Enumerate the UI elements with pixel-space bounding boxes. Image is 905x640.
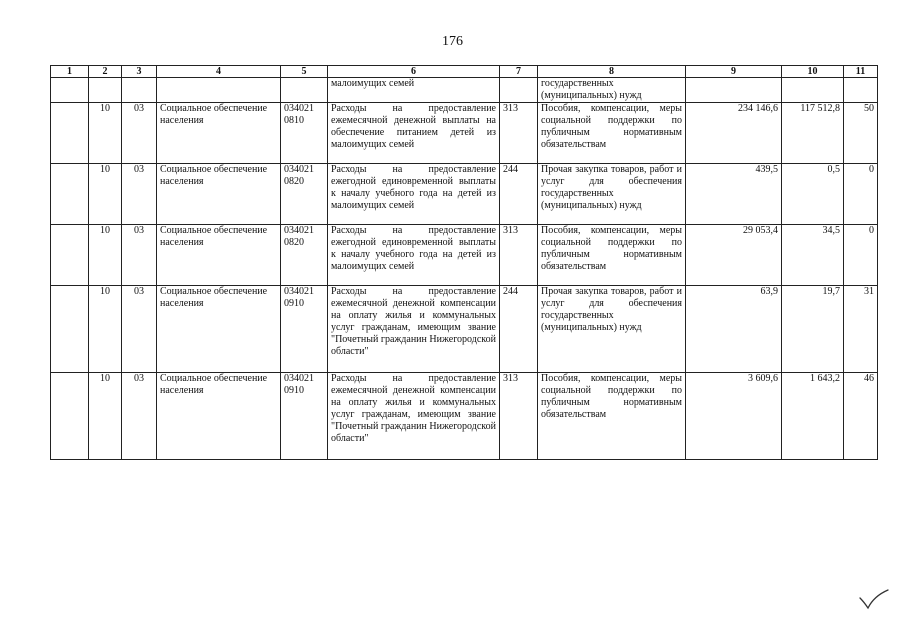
section-code: 10	[89, 373, 122, 460]
cell-col1	[51, 373, 89, 460]
column-header: 3	[122, 66, 157, 78]
column-header: 7	[500, 66, 538, 78]
table-row	[51, 286, 878, 373]
target-article-code: 034021 0810	[281, 103, 328, 164]
column-header: 5	[281, 66, 328, 78]
section-code: 10	[89, 225, 122, 286]
expense-type-name: Пособия, компенсации, меры социальной поддержки по публичным нормативным обязательствам	[538, 373, 686, 460]
section-code: 10	[89, 286, 122, 373]
column-header: 11	[844, 66, 878, 78]
expense-description: Расходы на предоставление ежегодной единовременной выплаты к началу учебного года на детей из малоимущих семей	[328, 225, 500, 286]
planned-amount: 234 146,6	[686, 103, 782, 164]
section-name: Социальное обеспечение населения	[157, 373, 281, 460]
column-header: 10	[782, 66, 844, 78]
table-row	[51, 373, 878, 460]
expense-type-name: Прочая закупка товаров, работ и услуг для обеспечения государственных (муниципальных) нужд	[538, 164, 686, 225]
target-article-code: 034021 0910	[281, 373, 328, 460]
section-name: Социальное обеспечение населения	[157, 103, 281, 164]
column-header: 2	[89, 66, 122, 78]
expense-type-code: 244	[500, 164, 538, 225]
section-code: 10	[89, 103, 122, 164]
header-row	[51, 66, 878, 78]
expense-type-code: 313	[500, 225, 538, 286]
execution-percent: 46	[844, 373, 878, 460]
expense-type-name: Прочая закупка товаров, работ и услуг для обеспечения государственных (муниципальных) нужд	[538, 286, 686, 373]
continued-expense-description: малоимущих семей	[328, 78, 500, 103]
target-article-code: 034021 0820	[281, 225, 328, 286]
executed-amount: 34,5	[782, 225, 844, 286]
section-name: Социальное обеспечение населения	[157, 286, 281, 373]
planned-amount: 3 609,6	[686, 373, 782, 460]
executed-amount: 0,5	[782, 164, 844, 225]
expense-description: Расходы на предоставление ежегодной единовременной выплаты к началу учебного года на детей из малоимущих семей	[328, 164, 500, 225]
subsection-code: 03	[122, 103, 157, 164]
column-header: 4	[157, 66, 281, 78]
planned-amount: 439,5	[686, 164, 782, 225]
executed-amount: 19,7	[782, 286, 844, 373]
target-article-code: 034021 0820	[281, 164, 328, 225]
subsection-code: 03	[122, 225, 157, 286]
expense-type-name: Пособия, компенсации, меры социальной поддержки по публичным нормативным обязательствам	[538, 225, 686, 286]
cell-col1	[51, 103, 89, 164]
expense-type-code: 313	[500, 373, 538, 460]
continuation-row	[51, 78, 878, 103]
column-header: 1	[51, 66, 89, 78]
cell-col1	[51, 286, 89, 373]
execution-percent: 50	[844, 103, 878, 164]
checkmark-icon	[858, 588, 890, 612]
expense-description: Расходы на предоставление ежемесячной денежной компенсации на оплату жилья и коммунальных услуг гражданам, имеющим звание "Почетный гражданин Нижегородской области"	[328, 286, 500, 373]
table-row	[51, 164, 878, 225]
table-row	[51, 103, 878, 164]
cell-col1	[51, 225, 89, 286]
expense-description: Расходы на предоставление ежемесячной денежной компенсации на оплату жилья и коммунальных услуг гражданам, имеющим звание "Почетный гражданин Нижегородской области"	[328, 373, 500, 460]
subsection-code: 03	[122, 373, 157, 460]
expense-type-name: Пособия, компенсации, меры социальной поддержки по публичным нормативным обязательствам	[538, 103, 686, 164]
table-row	[51, 225, 878, 286]
planned-amount: 29 053,4	[686, 225, 782, 286]
subsection-code: 03	[122, 286, 157, 373]
expense-type-code: 244	[500, 286, 538, 373]
section-name: Социальное обеспечение населения	[157, 225, 281, 286]
expense-type-code: 313	[500, 103, 538, 164]
cell-col1	[51, 164, 89, 225]
execution-percent: 0	[844, 164, 878, 225]
column-header: 6	[328, 66, 500, 78]
execution-percent: 31	[844, 286, 878, 373]
execution-percent: 0	[844, 225, 878, 286]
executed-amount: 1 643,2	[782, 373, 844, 460]
expense-description: Расходы на предоставление ежемесячной денежной выплаты на обеспечение питанием детей из малоимущих семей	[328, 103, 500, 164]
target-article-code: 034021 0910	[281, 286, 328, 373]
section-name: Социальное обеспечение населения	[157, 164, 281, 225]
column-header: 8	[538, 66, 686, 78]
column-header: 9	[686, 66, 782, 78]
section-code: 10	[89, 164, 122, 225]
planned-amount: 63,9	[686, 286, 782, 373]
page-number: 176	[442, 34, 463, 49]
continued-expense-type: государственных (муниципальных) нужд	[538, 78, 686, 103]
budget-table	[50, 65, 878, 460]
subsection-code: 03	[122, 164, 157, 225]
executed-amount: 117 512,8	[782, 103, 844, 164]
